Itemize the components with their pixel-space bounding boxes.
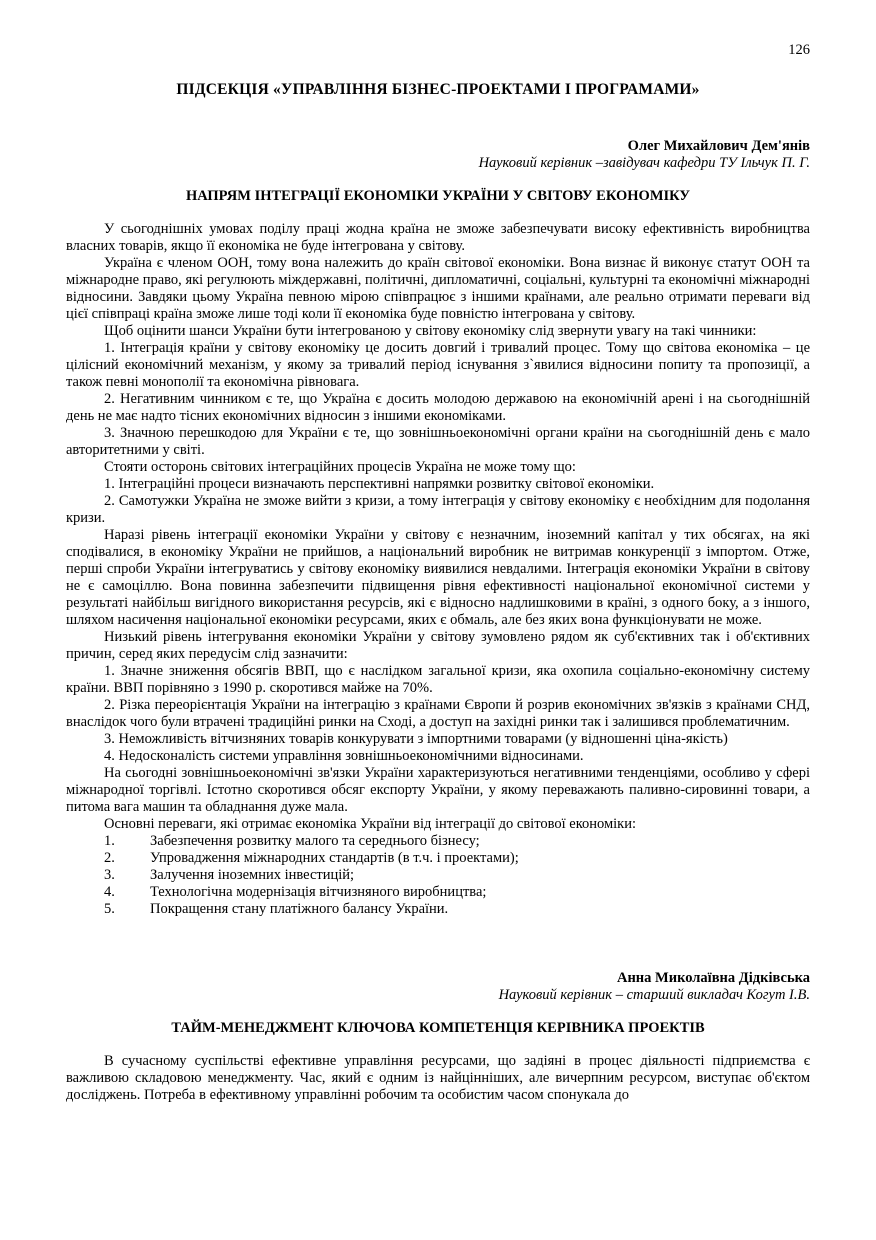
article-2	[66, 970, 810, 1104]
paragraph: 1. Інтеграція країни у світову економіку це досить довгий і тривалий процес. Тому що світова економіка – це цілісний економічний механізм, у якому за тривалий період існування з`явилися відносини попиту та пропозиції, а також певні монополії та економічна рівновага.	[66, 340, 810, 390]
paragraph: 3. Значною перешкодою для України є те, що зовнішньоекономічні органи країни на сьогоднішній день є мало авторитетними у світі.	[66, 425, 810, 458]
paragraph: Низький рівень інтегрування економіки України у світову зумовлено рядом як суб'єктивних так і об'єктивних причин, серед яких передусім слід зазначити:	[66, 629, 810, 662]
list-item-number: 2.	[104, 850, 115, 866]
paragraph: 2. Негативним чинником є те, що Україна є досить молодою державою на економічній арені і на сьогоднішній день не має надто тісних економічних відносин з іншими економіками.	[66, 391, 810, 424]
list-item-text: Забезпечення розвитку малого та середнього бізнесу;	[150, 833, 480, 849]
list-item	[104, 833, 810, 850]
paragraph: В сучасному суспільстві ефективне управління ресурсами, що задіяні в процес діяльності підприємства є важливою складовою менеджменту. Час, який є одним із найцінніших, але вичерпним ресурсом, виступає об'єктом досліджень. Потреба в ефективному управлінні робочим та особистим часом спонукала до	[66, 1053, 810, 1103]
list-item	[104, 867, 810, 884]
paragraph: 2. Самотужки Україна не зможе вийти з кризи, а тому інтеграція у світову економіку є необхідним для подолання кризи.	[66, 493, 810, 526]
list-item-number: 4.	[104, 884, 115, 900]
paragraph: Щоб оцінити шанси України бути інтегрованою у світову економіку слід звернути увагу на такі чинники:	[104, 323, 757, 339]
list-item-number: 3.	[104, 867, 115, 883]
article-title-1: НАПРЯМ ІНТЕГРАЦІЇ ЕКОНОМІКИ УКРАЇНИ У СВІТОВУ ЕКОНОМІКУ	[185, 188, 691, 204]
article-title-2: ТАЙМ-МЕНЕДЖМЕНТ КЛЮЧОВА КОМПЕТЕНЦІЯ КЕРІВНИКА ПРОЕКТІВ	[171, 1020, 705, 1036]
supervisor-line-1: Науковий керівник –завідувач кафедри ТУ Ільчук П. Г.	[478, 155, 810, 171]
list-item-text: Покращення стану платіжного балансу України.	[150, 901, 449, 917]
page-number: 126	[788, 42, 810, 58]
paragraph: 1. Значне зниження обсягів ВВП, що є наслідком загальної кризи, яка охопила соціально-економічну систему країни. ВВП порівняно з 1990 р. скоротився майже на 70%.	[66, 663, 810, 696]
list-item	[104, 884, 810, 901]
supervisor-line-2: Науковий керівник – старший викладач Когут І.В.	[498, 987, 810, 1003]
article-body-1	[66, 221, 810, 918]
author-name-1: Олег Михайлович Дем'янів	[627, 138, 810, 154]
paragraph: Наразі рівень інтеграції економіки України у світову є незначним, іноземний капітал у тих обсягах, на які сподівалися, в економіку України не прийшов, а національний виробник не витримав конкуренції з імпортом. Отже, перші спроби України інтегруватись у світову економіку виявилися невдалими. Інтеграція економіки України в світову не є самоціллю. Вона повинна забезпечити підвищення рівня ефективності національної економічної системи у результаті найбільш вигідного використання ресурсів, які є відносно надлишковими в країні, з одного боку, а з іншого, шляхом насичення національної економіки ресурсами, яких є обмаль, але без яких вона функціонувати не може.	[66, 527, 810, 628]
article-body-2	[66, 1053, 810, 1104]
section-heading: ПІДСЕКЦІЯ «УПРАВЛІННЯ БІЗНЕС-ПРОЕКТАМИ І ПРОГРАМАМИ»	[176, 81, 700, 98]
article-1	[66, 138, 810, 918]
byline-1	[66, 138, 810, 172]
list-item	[104, 901, 810, 918]
list-item-text: Упровадження міжнародних стандартів (в т.ч. і проектами);	[150, 850, 519, 866]
paragraph: 2. Різка переорієнтація України на інтеграцію з країнами Європи й розрив економічних зв'язків з країнами СНД, внаслідок чого були втрачені традиційні ринки на Сході, а доступ на західні ринки так і залишився проблематичним.	[66, 697, 810, 730]
paragraph: Основні переваги, які отримає економіка України від інтеграції до світової економіки:	[104, 816, 637, 832]
list-item-number: 5.	[104, 901, 115, 917]
paragraph: Стояти осторонь світових інтеграційних процесів Україна не може тому що:	[104, 459, 576, 475]
list-item-text: Технологічна модернізація вітчизняного виробництва;	[150, 884, 487, 900]
author-name-2: Анна Миколаївна Дідківська	[616, 970, 810, 986]
paragraph: На сьогодні зовнішньоекономічні зв'язки України характеризуються негативними тенденціями, особливо у сфері міжнародної торгівлі. Істотно скоротився обсяг експорту України, у якому переважають паливно-сировинні товари, а питома вага машин та обладнання дуже мала.	[66, 765, 810, 815]
paragraph: Україна є членом ООН, тому вона належить до країн світової економіки. Вона визнає й виконує статут ООН та міжнародне право, які регулюють міждержавні, політичні, дипломатичні, соціальні, культурні та економічні міжнародні відносини. Завдяки цьому Україна певною мірою співпрацює з іншими країнами, але реально отримати переваги від цієї співпраці країна зможе лише тоді коли її економіка буде повністю інтегрована у світову.	[66, 255, 810, 322]
section-divider-space	[66, 918, 810, 970]
paragraph: У сьогоднішніх умовах поділу праці жодна країна не зможе забезпечувати високу ефективність виробництва власних товарів, якщо її економіка не буде інтегрована у світову.	[66, 221, 810, 254]
paragraph: 4. Недосконалість системи управління зовнішньоекономічними відносинами.	[104, 748, 584, 764]
byline-2	[66, 970, 810, 1004]
paragraph: 1. Інтеграційні процеси визначають перспективні напрямки розвитку світової економіки.	[104, 476, 655, 492]
list-item-text: Залучення іноземних інвестицій;	[150, 867, 355, 883]
list-item	[104, 850, 810, 867]
paragraph: 3. Неможливість вітчизняних товарів конкурувати з імпортними товарами (у відношенні ціна-якість)	[104, 731, 728, 747]
list-item-number: 1.	[104, 833, 115, 849]
